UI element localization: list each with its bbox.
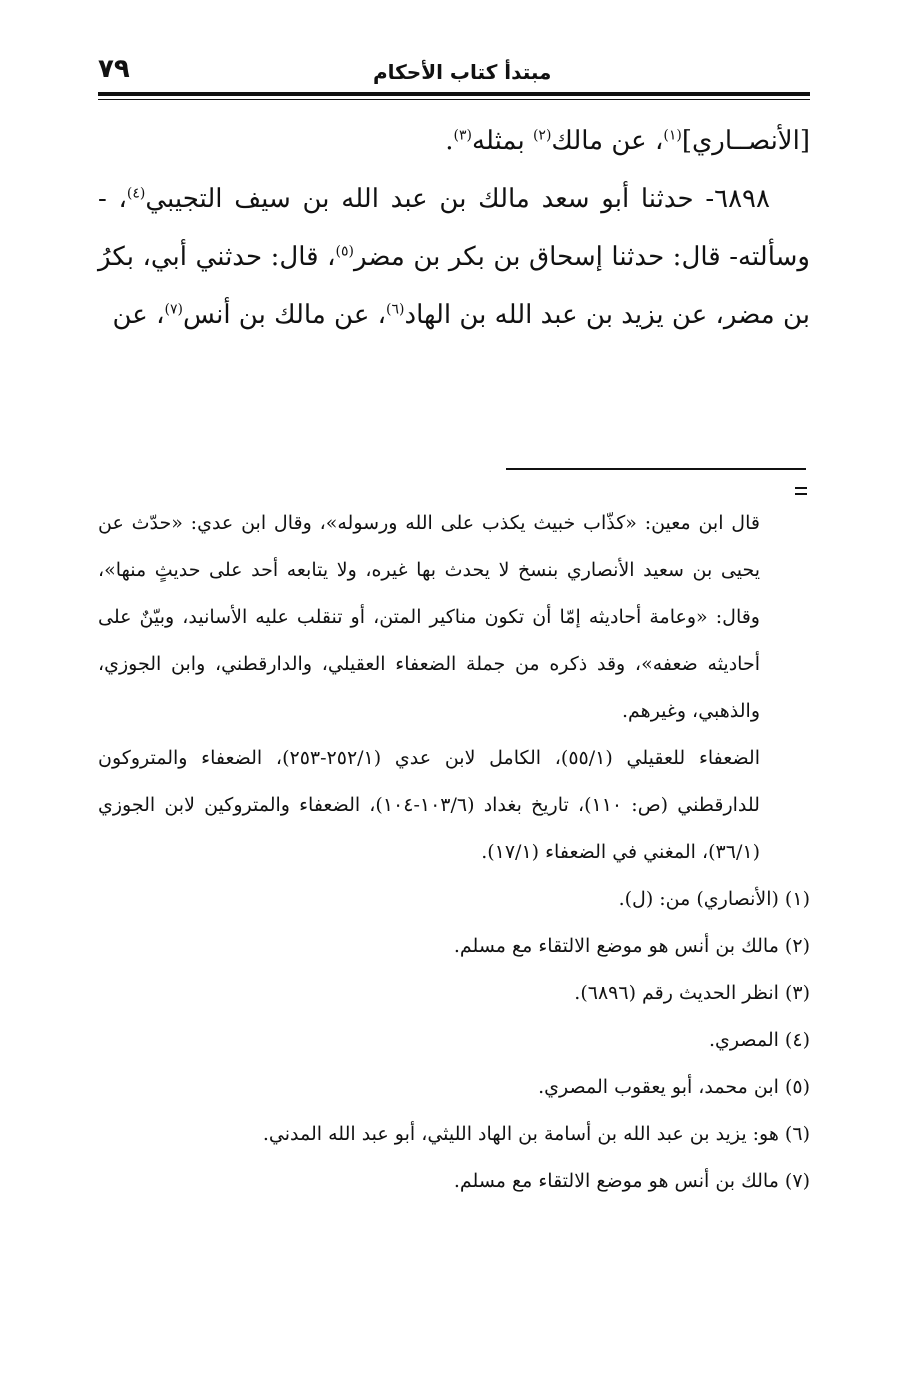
header-rule-thin xyxy=(98,99,810,100)
main-text-fragment: [الأنصــاري] xyxy=(681,126,810,156)
footnote-item: (٣) انظر الحديث رقم (٦٨٩٦). xyxy=(574,982,810,1004)
continuation-mark xyxy=(795,487,807,495)
footnote-ref-4: (٤) xyxy=(126,185,146,202)
main-text-fragment: ، عن مالك xyxy=(551,126,664,156)
hadith-text: ، عن xyxy=(112,300,165,330)
footnote-ref-2: (٢) xyxy=(532,127,552,144)
running-title: مبتدأ كتاب الأحكام xyxy=(373,60,552,84)
main-text-fragment: بمثله xyxy=(472,126,533,156)
footnote-item: (٦) هو: يزيد بن عبد الله بن أسامة بن الهاد الليثي، أبو عبد الله المدني. xyxy=(262,1123,810,1145)
hadith-text: ، - وسألته- قال: حدثنا إسحاق بن بكر بن مضر xyxy=(98,184,810,272)
main-text-fragment: . xyxy=(445,126,454,156)
footnote-ref-1: (١) xyxy=(663,127,682,144)
page-header xyxy=(98,52,810,96)
hadith-text: ، قال: حدثني أبي، بكرُ بن مضر، عن يزيد بن عبد الله بن الهاد xyxy=(98,242,810,330)
footnote-continuation-para-1: قال ابن معين: «كذّاب خبيث يكذب على الله ورسوله»، وقال ابن عدي: «حدّث عن يحيى بن سعيد الأنصاري بنسخ لا يحدث بها غيره، ولا يتابعه أحد على حديثٍ منها»، وقال: «وعامة أحاديثه إمّا أن تكون مناكير المتن، أو تنقلب عليه الأسانيد، وبيّنٌ على أحاديثه ضعفه»، وقد ذكره من جملة الضعفاء العقيلي، والدارقطني، وابن الجوزي، والذهبي، وغيرهم. xyxy=(98,512,760,722)
footnote-ref-6: (٦) xyxy=(386,301,405,318)
footnote-continuation-para-2: الضعفاء للعقيلي (٥٥/١)، الكامل لابن عدي (٢٥٢/١-٢٥٣)، الضعفاء والمتروكون للدارقطني (ص: ١١٠)، تاريخ بغداد (١٠٣/٦-١٠٤)، الضعفاء والمتروكين لابن الجوزي (٣٦/١)، المغني في الضعفاء (١٧/١). xyxy=(98,747,760,863)
footnote-list xyxy=(98,876,810,1205)
main-line-1 xyxy=(98,112,810,170)
footnote-item: (٧) مالك بن أنس هو موضع الالتقاء مع مسلم. xyxy=(453,1170,810,1192)
footnote-ref-5: (٥) xyxy=(335,243,354,260)
footnote-continuation xyxy=(98,500,760,876)
footnote-ref-3: (٣) xyxy=(453,127,473,144)
hadith-text: ٦٨٩٨- حدثنا أبو سعد مالك بن عبد الله بن سيف التجيبي xyxy=(145,184,770,214)
footnote-item: (١) (الأنصاري) من: (ل). xyxy=(618,888,810,910)
main-text xyxy=(98,112,810,344)
footnote-item: (٥) ابن محمد، أبو يعقوب المصري. xyxy=(538,1076,810,1098)
page-number: ٧٩ xyxy=(98,54,130,84)
footnote-item: (٢) مالك بن أنس هو موضع الالتقاء مع مسلم. xyxy=(453,935,810,957)
hadith-paragraph xyxy=(98,170,810,344)
footnote-separator xyxy=(506,468,806,470)
footnote-ref-7: (٧) xyxy=(164,301,183,318)
footnote-item: (٤) المصري. xyxy=(708,1029,810,1051)
header-rule xyxy=(98,92,810,96)
hadith-text: ، عن مالك بن أنس xyxy=(182,300,387,330)
